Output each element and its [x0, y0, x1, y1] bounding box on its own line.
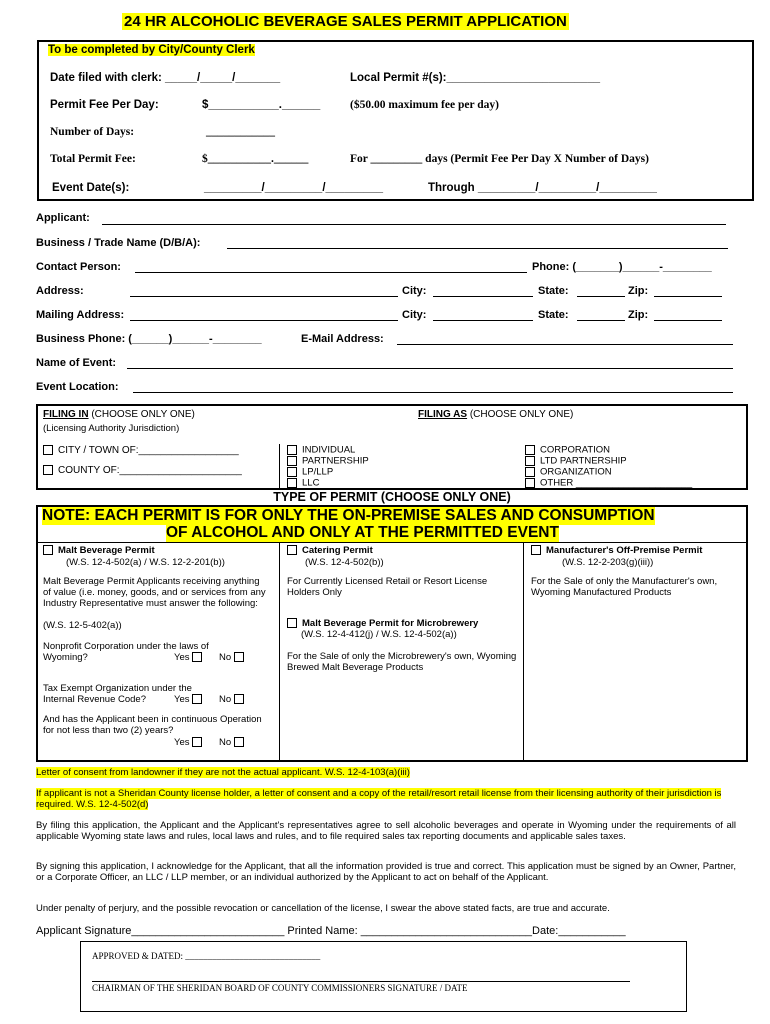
microbrewery-permit-title: Malt Beverage Permit for Microbrewery — [302, 618, 479, 629]
chairman-signature-caption: CHAIRMAN OF THE SHERIDAN BOARD OF COUNTY COMMISSIONERS SIGNATURE / DATE — [92, 983, 468, 993]
applicant-label: Applicant: — [36, 212, 90, 224]
filing-as-option[interactable] — [287, 445, 369, 456]
landowner-consent-note: Letter of consent from landowner if they are not the actual applicant. W.S. 12-4-103(a)(iii) — [36, 767, 410, 778]
tax-exempt-no-option[interactable] — [219, 694, 249, 705]
checkbox-icon[interactable] — [525, 467, 535, 477]
tax-exempt-yes-option[interactable] — [174, 694, 207, 705]
fee-label: Permit Fee Per Day: — [50, 99, 159, 111]
filing-as-heading — [418, 409, 573, 420]
mailing-zip-input-line[interactable] — [654, 320, 722, 321]
checkbox-icon[interactable] — [531, 545, 541, 555]
filing-as-options-left — [287, 445, 369, 489]
mailing-label: Mailing Address: — [36, 309, 125, 321]
filing-in-city-label: CITY / TOWN OF:__________________ — [58, 445, 239, 456]
signature-line[interactable]: Applicant Signature_________________________ Printed Name: ____________________________Date:___________ — [36, 925, 626, 937]
zip-input-line[interactable] — [654, 296, 722, 297]
chairman-signature-line[interactable] — [92, 981, 630, 982]
checkbox-icon[interactable] — [43, 465, 53, 475]
contact-input-line[interactable] — [135, 272, 527, 273]
checkbox-icon[interactable] — [192, 737, 202, 747]
total-note: For _________ days (Permit Fee Per Day X Number of Days) — [350, 153, 649, 165]
zip-label: Zip: — [628, 285, 649, 297]
mailing-input-line[interactable] — [130, 320, 398, 321]
mailing-city-input-line[interactable] — [433, 320, 533, 321]
checkbox-icon[interactable] — [287, 618, 297, 628]
business-name-input-line[interactable] — [227, 248, 728, 249]
malt-permit-statute: (W.S. 12-4-502(a) / W.S. 12-2-201(b)) — [66, 557, 225, 568]
signing-acknowledgement-text: By signing this application, I acknowledge for the Applicant, that all the information provided is true and correct. This application must be signed by an Owner, Partner, or a Corporate Officer, an LLC / LLP member, or an individual authorized by the Applicant to act on behalf of the Applicant. — [36, 861, 736, 883]
email-input-line[interactable] — [397, 344, 733, 345]
no-label: No — [219, 652, 232, 663]
checkbox-icon[interactable] — [287, 467, 297, 477]
filing-in-heading-label: FILING IN — [43, 409, 89, 420]
filing-in-heading-note: (CHOOSE ONLY ONE) — [88, 409, 195, 420]
through-field[interactable]: Through _________/_________/_________ — [428, 182, 657, 194]
catering-permit-option[interactable] — [287, 545, 373, 556]
checkbox-icon[interactable] — [525, 445, 535, 455]
filing-as-option[interactable] — [525, 445, 692, 456]
business-phone-field[interactable]: Business Phone: (______)______-________ — [36, 333, 262, 345]
filing-divider — [279, 444, 280, 490]
permit-col-divider-2 — [523, 542, 524, 762]
event-name-input-line[interactable] — [127, 368, 733, 369]
date-filed-field[interactable]: Date filed with clerk: _____/_____/_______ — [50, 72, 281, 84]
checkbox-icon[interactable] — [234, 737, 244, 747]
filing-as-option-label: PARTNERSHIP — [302, 455, 369, 467]
checkbox-icon[interactable] — [287, 478, 297, 488]
filing-as-option[interactable] — [287, 478, 369, 489]
filing-as-option[interactable] — [287, 467, 369, 478]
fee-field[interactable]: $___________.______ — [202, 99, 321, 111]
filing-as-heading-note: (CHOOSE ONLY ONE) — [467, 409, 574, 420]
filing-in-city-option[interactable] — [43, 445, 239, 456]
continuous-yes-option[interactable] — [174, 737, 207, 748]
tax-exempt-question-line-2: Internal Revenue Code? — [43, 694, 146, 705]
permit-col-divider-1 — [279, 542, 280, 762]
nonprofit-question: Nonprofit Corporation under the laws of — [43, 641, 209, 652]
filing-in-county-option[interactable] — [43, 465, 242, 476]
malt-permit-desc-statute: (W.S. 12-5-402(a)) — [43, 620, 122, 631]
business-name-label: Business / Trade Name (D/B/A): — [36, 237, 201, 249]
filing-as-option-label: LP/LLP — [302, 466, 334, 478]
event-name-label: Name of Event: — [36, 357, 117, 369]
manufacturer-permit-title: Manufacturer's Off-Premise Permit — [546, 545, 703, 556]
local-permit-field[interactable]: Local Permit #(s):________________________ — [350, 72, 600, 84]
continuous-no-option[interactable] — [219, 737, 249, 748]
checkbox-icon[interactable] — [525, 456, 535, 466]
checkbox-icon[interactable] — [192, 694, 202, 704]
event-location-input-line[interactable] — [133, 392, 733, 393]
address-input-line[interactable] — [130, 296, 398, 297]
permit-type-heading: TYPE OF PERMIT (CHOOSE ONLY ONE) — [273, 490, 511, 504]
checkbox-icon[interactable] — [234, 652, 244, 662]
mailing-zip-label: Zip: — [628, 309, 649, 321]
manufacturer-permit-option[interactable] — [531, 545, 702, 556]
mailing-city-label: City: — [402, 309, 427, 321]
event-dates-field[interactable]: _________/_________/_________ — [204, 182, 384, 194]
event-location-label: Event Location: — [36, 381, 119, 393]
no-label: No — [219, 737, 232, 748]
form-title: 24 HR ALCOHOLIC BEVERAGE SALES PERMIT APPLICATION — [124, 13, 567, 30]
days-label: Number of Days: — [50, 126, 135, 138]
microbrewery-permit-option[interactable] — [287, 618, 478, 629]
email-label: E-Mail Address: — [301, 333, 384, 345]
yes-label: Yes — [174, 652, 190, 663]
filing-as-option-label: INDIVIDUAL — [302, 444, 356, 456]
contact-label: Contact Person: — [36, 261, 121, 273]
filing-as-option-label: LLC — [302, 477, 320, 489]
yes-label: Yes — [174, 737, 190, 748]
city-input-line[interactable] — [433, 296, 533, 297]
filing-as-option-label: ORGANIZATION — [540, 466, 612, 478]
city-label: City: — [402, 285, 427, 297]
malt-permit-option[interactable] — [43, 545, 155, 556]
nonprofit-question-line-2: Wyoming? — [43, 652, 88, 663]
filing-agreement-text: By filing this application, the Applicant and the Applicant's representatives agree to sell alcoholic beverages and operate in Wyoming under the requirements of all applicable Wyoming state laws and rules, local laws and rules, and to file required sales tax reporting documents and applicable sales taxes. — [36, 820, 736, 842]
filing-as-option-label: OTHER ______________________ — [540, 477, 693, 489]
manufacturer-permit-statute: (W.S. 12-2-203(g)(iii)) — [562, 557, 654, 568]
mailing-state-label: State: — [538, 309, 569, 321]
nonprofit-yes-option[interactable] — [174, 652, 207, 663]
malt-permit-title: Malt Beverage Permit — [58, 545, 155, 556]
clerk-heading: To be completed by City/County Clerk — [48, 44, 255, 56]
days-field[interactable]: ____________ — [206, 126, 275, 138]
no-label: No — [219, 694, 232, 705]
state-input-line[interactable] — [577, 296, 625, 297]
address-label: Address: — [36, 285, 84, 297]
event-dates-label: Event Date(s): — [52, 182, 130, 194]
permit-note-line-2: OF ALCOHOL AND ONLY AT THE PERMITTED EVENT — [166, 524, 559, 541]
phone-field[interactable]: Phone: (_______)______-________ — [532, 261, 712, 273]
approved-dated-field[interactable]: APPROVED & DATED: ______________________________ — [92, 951, 321, 961]
checkbox-icon[interactable] — [43, 545, 53, 555]
filing-in-subheading: (Licensing Authority Jurisdiction) — [43, 423, 180, 434]
county-license-note-text: If applicant is not a Sheridan County license holder, a letter of consent and a copy of the retail/resort retail license from their licensing authority of their jurisdiction is required. W.S. 12-4-502(d) — [36, 788, 722, 810]
permit-note-line-1: NOTE: EACH PERMIT IS FOR ONLY THE ON-PREMISE SALES AND CONSUMPTION — [42, 507, 655, 524]
catering-permit-title: Catering Permit — [302, 545, 373, 556]
filing-as-option-label: CORPORATION — [540, 444, 611, 456]
checkbox-icon[interactable] — [287, 456, 297, 466]
catering-permit-description: For Currently Licensed Retail or Resort License Holders Only — [287, 576, 488, 598]
tax-exempt-question: Tax Exempt Organization under the — [43, 683, 192, 694]
total-label: Total Permit Fee: — [50, 153, 136, 165]
malt-permit-description: Malt Beverage Permit Applicants receiving anything of value (i.e. money, goods, and or services from any Industry Representative must answer the following: — [43, 576, 266, 609]
filing-in-county-label: COUNTY OF:______________________ — [58, 465, 242, 476]
filing-in-heading — [43, 409, 195, 420]
filing-as-option[interactable] — [525, 467, 692, 478]
microbrewery-permit-description: For the Sale of only the Microbrewery's own, Wyoming Brewed Malt Beverage Products — [287, 651, 517, 673]
checkbox-icon[interactable] — [43, 445, 53, 455]
manufacturer-permit-description: For the Sale of only the Manufacturer's own, Wyoming Manufactured Products — [531, 576, 718, 598]
catering-permit-statute: (W.S. 12-4-502(b)) — [305, 557, 384, 568]
mailing-state-input-line[interactable] — [577, 320, 625, 321]
nonprofit-no-option[interactable] — [219, 652, 249, 663]
total-field[interactable]: $___________.______ — [202, 153, 309, 165]
microbrewery-permit-statute: (W.S. 12-4-412(j) / W.S. 12-4-502(a)) — [301, 629, 457, 640]
checkbox-icon[interactable] — [192, 652, 202, 662]
filing-as-option[interactable] — [525, 478, 692, 489]
permit-note-divider — [36, 542, 748, 543]
yes-label: Yes — [174, 694, 190, 705]
state-label: State: — [538, 285, 569, 297]
county-license-note — [36, 788, 736, 810]
filing-as-option-label: LTD PARTNERSHIP — [540, 455, 627, 467]
perjury-statement: Under penalty of perjury, and the possible revocation or cancellation of the license, I swear the above stated facts, are true and accurate. — [36, 903, 610, 914]
filing-as-option[interactable] — [287, 456, 369, 467]
fee-note: ($50.00 maximum fee per day) — [350, 99, 499, 111]
continuous-operation-question: And has the Applicant been in continuous Operation for not less than two (2) years? — [43, 714, 262, 736]
applicant-input-line[interactable] — [102, 224, 726, 225]
checkbox-icon[interactable] — [287, 545, 297, 555]
checkbox-icon[interactable] — [525, 478, 535, 488]
checkbox-icon[interactable] — [234, 694, 244, 704]
clerk-section — [37, 40, 754, 201]
checkbox-icon[interactable] — [287, 445, 297, 455]
filing-as-options-right — [525, 445, 692, 489]
filing-as-option[interactable] — [525, 456, 692, 467]
filing-as-heading-label: FILING AS — [418, 409, 468, 420]
